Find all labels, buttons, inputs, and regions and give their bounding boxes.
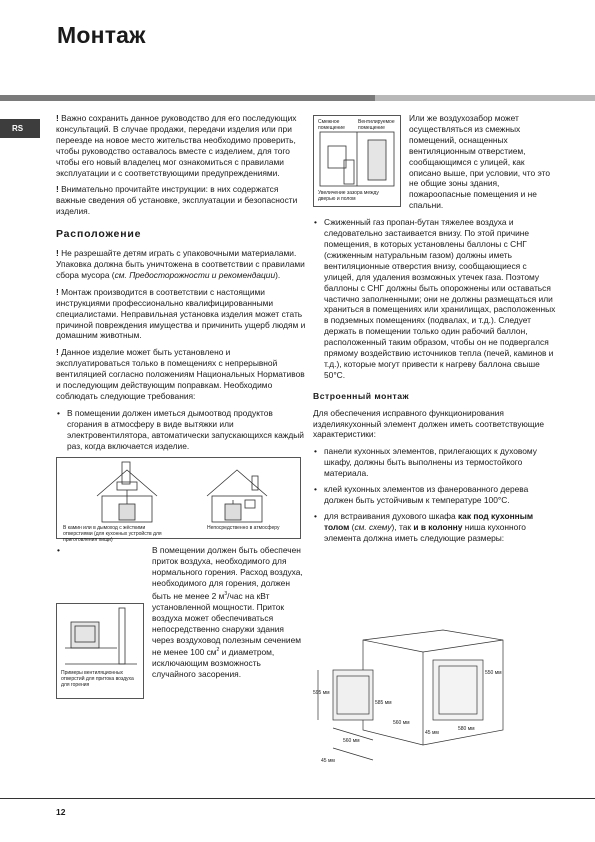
section-title-location: Расположение [56, 228, 142, 241]
figure-caption-chimney: В камин или в дымоход с жёсткими отверстиями (для кухонных устройств для приготовления пищи) [63, 525, 162, 544]
dimensions-illustration [313, 620, 513, 770]
requirements-list-3 [313, 217, 558, 381]
dim-label-4: 585 мм [375, 700, 392, 706]
figure-caption-vents: • Примеры вентиляционных отверстий для притока воздуха для горения [61, 670, 134, 689]
warning-children: ! Не разрешайте детям играть с упаковочными материалами. Упаковка должна быть уничтожена в соответствии с правилами сбора мусора (см. Предосторожности и рекомендации). [56, 248, 306, 281]
footer-rule [0, 798, 595, 799]
dim-label-1: 595 мм [313, 690, 330, 696]
figure-vent-openings [56, 603, 144, 699]
list-item-dimensions: • для встраивания духового шкафа как под кухонным толом (см. схему), так и в колонну ниша кухонного элемента должна иметь следующие размеры: [313, 511, 558, 544]
dim-label-6: 550 мм [485, 670, 502, 676]
figure-adjacent-room [313, 115, 401, 207]
requirements-list-2 [56, 545, 306, 689]
dim-label-2: 560 мм [343, 738, 360, 744]
list-item-lpg: • Сжиженный газ пропан-бутан тяжелее воздуха и следовательно застаивается внизу. По этой причине помещения, в которых установлены баллоны с СНГ (сжиженным натуральным газом) должны иметь вентиляционные отверстия внизу, сообщающиеся с улицей, для удаления возможных утечек газа. Поэтому баллоны с СНГ должны быть опорожнены или оставаться частично заполненными; они не должны размещаться или храниться в помещениях или хранилищах, расположенных в подземных помещениях (подвалах, и т.д.). Следует держать в помещении только один рабочий баллон, расположенный таким образом, чтобы он не подвергался прямому воздействию источников тепла (печей, каминов и т.д.), которые могут привести к нагреву баллона свыше 50°С. [313, 217, 558, 381]
dim-label-5: 560 мм [393, 720, 410, 726]
list-item-panels: • панели кухонных элементов, прилегающих к духовому шкафу, должны быть выполнены из термостойкого материала. [313, 446, 558, 479]
figure-label-adjacent: Смежное помещение [318, 119, 345, 131]
language-tab: RS [0, 119, 40, 138]
figure-installation-dimensions [313, 620, 513, 770]
warning-read-instructions: ! Внимательно прочитайте инструкции: в них содержатся важные сведения об установке, эксплуатации и безопасности изделия. [56, 184, 306, 217]
figure-label-ventilated: Вентилируемое помещение [358, 119, 395, 131]
dim-label-7: 45 мм [425, 730, 439, 736]
reference-precautions: см. Предосторожности и рекомендации [114, 269, 276, 280]
figure-caption-atmosphere: Непосредственно в атмосферу [207, 525, 280, 532]
page-title: Монтаж [57, 22, 146, 48]
list-item-exhaust: • В помещении должен иметься дымоотвод продуктов сгорания в атмосферу в виде вытяжки или электровентилятора, автоматически запускающихся каждый раз, когда включается изделие. [56, 408, 306, 452]
cabinet-requirements-list [313, 446, 558, 543]
warning-ventilation: ! Данное изделие может быть установлено и эксплуатироваться только в помещениях с непрерывной вентиляцией согласно положениям Национальных Нормативов и последующим действующим поправкам. Необходимо соблюдать следующие требования: [56, 347, 306, 402]
left-column [56, 113, 306, 703]
figure-caption-door-gap: Увеличение зазора между дверью и полом [318, 190, 379, 202]
dim-label-8: 580 мм [458, 726, 475, 732]
list-item-glue: • клей кухонных элементов из фанерованного дерева должен быть устойчивым к температуре 100°С. [313, 484, 558, 506]
dim-label-3: 45 мм [321, 758, 335, 764]
paragraph-adjacent-rooms: Или же воздухозабор может осуществляться из смежных помещений, оснащенных вентиляционным отверстием, сообщающимся с улицей, как описано выше, при условии, что это не общие зоны здания, пожароопасные помещения и не спальни. [409, 113, 550, 211]
figure-exhaust-houses [56, 457, 301, 544]
paragraph-cabinet-requirements: Для обеспечения исправного функционирования изделиякухонный элемент должен иметь соответствующие характеристики: [313, 407, 545, 440]
page-number: 12 [56, 807, 66, 817]
requirements-list-1 [56, 408, 306, 452]
warning-keep-manual: ! Важно сохранить данное руководство для его последующих консультаций. В случае продажи, передачи изделия или при переезде на новое место жительства необходимо проверить, чтобы руководство оставалось вместе с изделием, для того чтобы его новый владелец мог ознакомиться с правилами эксплуатации и с соответствующими предупреждениями. [56, 113, 306, 178]
reference-scheme: см. схему [354, 521, 392, 532]
header-rule [0, 95, 595, 101]
list-item-air-supply: • Примеры вентиляционных отверстий для притока воздуха для горения В помещении должен быть обеспечен приток воздуха, необходимого для нормального горения. Расход воздуха, необходимого для горения, должен быть не менее 2 $м^3$/час на кВт установленной мощности. Приток воздуха может обеспечиваться непосредственно снаружи здания через воздуховод полезным сечением не менее 100 $см^2$ и диаметром, исключающим возможность случайного засорения. [56, 545, 306, 679]
warning-professional-install: ! Монтаж производится в соответствии с настоящими инструкциями профессионально квалифицированными специалистами. Неправильная установка изделия может стать причиной повреждения имущества и причинить ущерб людям и домашним животным. [56, 287, 306, 342]
right-column [313, 113, 558, 550]
subsection-title-built-in: Встроенный монтаж [313, 390, 410, 401]
